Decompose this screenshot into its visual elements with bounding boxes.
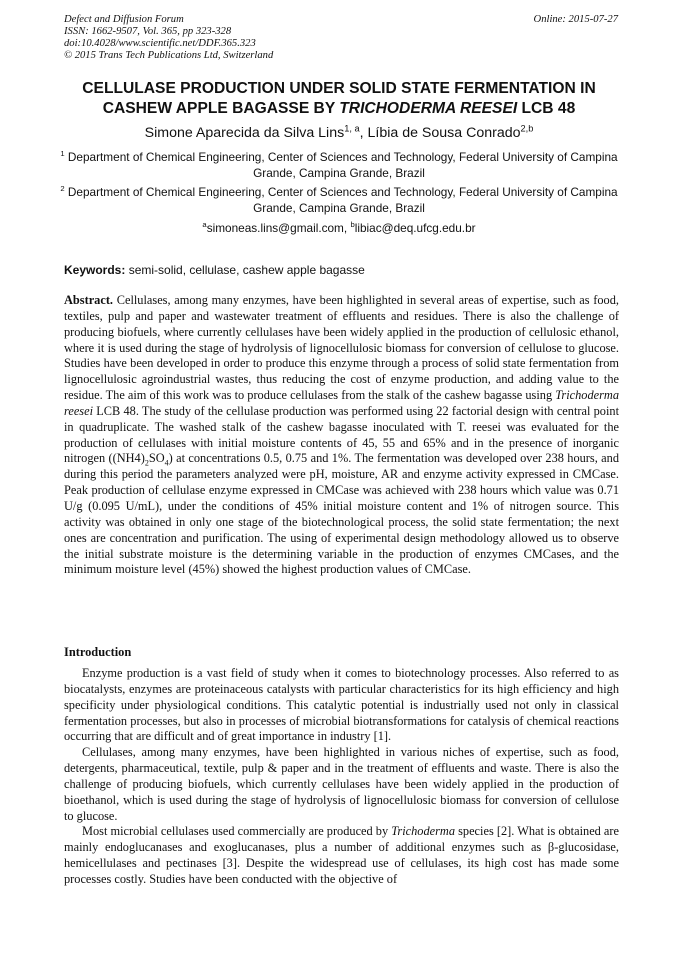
title-text: CASHEW APPLE BAGASSE BY: [102, 100, 340, 117]
abstract-text: SO: [148, 451, 165, 466]
affiliation-1: [60, 149, 618, 181]
email-2[interactable]: libiac@deq.ufcg.edu.br: [354, 221, 476, 235]
keywords-text: semi-solid, cellulase, cashew apple bagasse: [125, 263, 365, 277]
author-1-sup: 1, a: [344, 123, 360, 134]
author-sep: ,: [359, 125, 368, 141]
journal-name: Defect and Diffusion Forum: [64, 14, 184, 25]
issn: ISSN: 1662-9507, Vol. 365, pp 323-328: [64, 26, 232, 37]
affiliation-text: Department of Chemical Engineering, Center of Sciences and Technology, Federal University of Campina Grande, Campina Grande, Brazil: [64, 185, 618, 215]
email-sup: b: [350, 220, 355, 230]
author-2: Líbia de Sousa Conrado: [367, 125, 521, 141]
email-sup: a: [202, 220, 207, 230]
emails: [60, 220, 618, 236]
paper-title: [40, 79, 638, 119]
affiliation-num: 2: [60, 184, 65, 194]
intro-text: species [2]. What is obtained are mainly endoglucanases and exoglucanases, plus a number of additional enzymes such as β-glucosidase, hemicellulases and pectinases [3]. Despite the widespread use of cellulases, its high cost has made some processes costly. Studies have been conducted with the objective of: [64, 824, 620, 886]
intro-paragraph-2: Cellulases, among many enzymes, have been highlighted in various niches of expertise, such as food, detergents, pharmaceutical, textile, pulp & paper and in the treatment of effluents and waste. There is also the challenge of producing biofuels, which currently cellulases have been widely applied in the production of bioethanol, which is used during the stage of hydrolysis of lignocellulosic biomass for conversion of cellulose to glucose.: [64, 745, 619, 823]
affiliation-text: Department of Chemical Engineering, Center of Sciences and Technology, Federal University of Campina Grande, Campina Grande, Brazil: [64, 150, 618, 180]
journal-header: [64, 14, 618, 62]
subscript: 2: [144, 458, 149, 468]
affiliation-2: [60, 184, 618, 216]
abstract-label: Abstract.: [64, 293, 114, 307]
intro-text: Most microbial cellulases used commercially are produced by: [82, 824, 392, 839]
authors: [40, 124, 638, 142]
introduction: [64, 644, 619, 888]
affiliation-num: 1: [60, 149, 65, 159]
email-1[interactable]: simoneas.lins@gmail.com,: [206, 221, 351, 235]
abstract-text: LCB 48. The study of the cellulase production was performed using 22 factorial design with central point in quadruplicate. The washed stalk of the cashew bagasse inoculated with T. reesei was evaluated for the production of cellulases with initial moisture contents of 45, 55 and 65% and in the presence of inorganic nitrogen ((NH4): [64, 403, 619, 466]
title-line-2: [40, 99, 638, 119]
intro-species: Trichoderma: [391, 824, 456, 839]
intro-paragraph-1: Enzyme production is a vast field of study when it comes to biotechnology processes. Also referred to as biocatalysts, enzymes are proteinaceous catalysts with particular characteristics for its high efficiency and high specificity under physiological conditions. This catalytic potential is industrially used not only in classical fermentation processes, but also in processes of microbial biotransformations for catalysis of chemical reactions occurring that are difficult and of great importance in industry [1].: [64, 666, 619, 744]
author-1: Simone Aparecida da Silva Lins: [144, 125, 345, 141]
abstract-text: Cellulases, among many enzymes, have been highlighted in several areas of expertise, such as food, textiles, pulp and paper and wastewater treatment of effluents and residues. There is also the challenge of producing biofuels, where currently cellulases have been widely applied in the production of cellulosic ethanol, where it is used during the stage of hydrolysis of lignocellulosic biomass for conversion of cellulose to glucose. Studies have been developed in order to produce this enzyme through a process of solid state fermentation from lignocellulosic agroindustrial wastes, thus reducing the cost of enzyme production, and adding value to the residue. The aim of this work was to produce cellulases from the stalk of the cashew bagasse using: [64, 293, 619, 403]
abstract-species: Trichoderma reesei: [64, 388, 619, 418]
abstract: [64, 293, 619, 578]
title-text: LCB 48: [517, 100, 576, 117]
title-line-1: CELLULASE PRODUCTION UNDER SOLID STATE FERMENTATION IN: [82, 80, 596, 97]
subscript: 4: [164, 458, 169, 468]
author-2-sup: 2,b: [520, 123, 534, 134]
keywords: [64, 263, 365, 277]
copyright: © 2015 Trans Tech Publications Ltd, Switzerland: [64, 50, 274, 61]
abstract-text: ) at concentrations 0.5, 0.75 and 1%. The fermentation was developed over 238 hours, and during this period the parameters analyzed were pH, moisture, AR and enzyme activity expressed in CMCase. Peak production of cellulase enzyme expressed in CMCase was achieved with 238 hours which value was 0.71 U/g (0.095 U/mL), under the conditions of 45% initial moisture content and 1% of nitrogen source. This activity was obtained in only one stage of the biotechnological process, the solid state fermentation; the next ones are concentration and purification. The using of experimental design methodology allowed us to observe the initial substrate moisture is the determining variable in the production of enzymes CMCases, and the minimum moisture level (45%) showed the highest production values of CMCase.: [64, 451, 619, 577]
online-date: Online: 2015-07-27: [533, 14, 618, 25]
section-heading: Introduction: [64, 645, 132, 659]
keywords-label: Keywords:: [64, 263, 126, 277]
doi: doi:10.4028/www.scientific.net/DDF.365.323: [64, 38, 256, 49]
intro-paragraph-3: [64, 824, 619, 887]
title-species: TRICHODERMA REESEI: [339, 100, 518, 117]
